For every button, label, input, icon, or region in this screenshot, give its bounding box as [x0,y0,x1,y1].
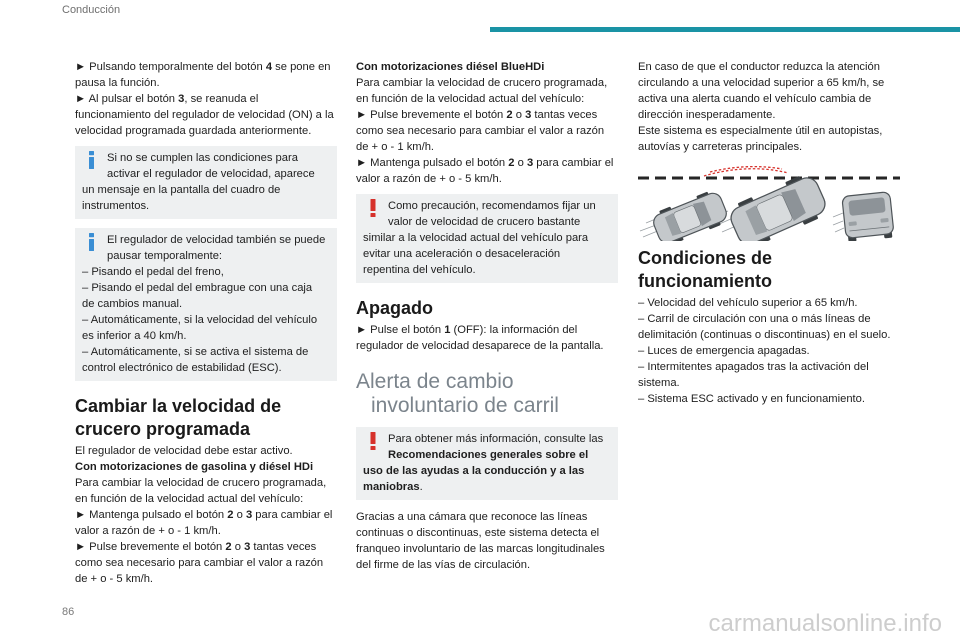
column-2 [356,59,618,573]
text-run: En caso de que el conductor reduzca la atención [638,61,880,73]
text-run: continuas o discontinuas, este sistema detecta el [356,527,600,539]
text-line [356,139,618,155]
text-line [638,139,900,155]
warning-icon [369,432,377,450]
text-run: ► Pulse el botón [356,324,445,336]
text-run: – Automáticamente, si se activa el sistema de [82,346,309,358]
text-run: en función de la velocidad actual del vehículo: [75,493,304,505]
text-run: dirección inesperadamente. [638,109,776,121]
text-line [82,280,330,296]
text-line [75,523,337,539]
text-run: autovías y carreteras principales. [638,141,803,153]
text-line [75,91,337,107]
text-run: es inferior a 40 km/h. [82,330,187,342]
text-run: (OFF): la información del [450,324,578,336]
text-line [638,375,900,391]
text-run: , se reanuda el [184,93,259,105]
text-line [356,107,618,123]
text-line [82,328,330,344]
text-run: valor a razón de + o - 5 km/h. [356,173,502,185]
text-run: Para cambiar la velocidad de crucero programada, [75,477,327,489]
text-line [82,232,330,248]
watermark: carmanualsonline.info [708,610,942,637]
text-run: pausar temporalmente: [107,250,223,262]
text-run: El regulador de velocidad debe estar activo. [75,445,293,457]
bold-text: 3 [244,541,251,553]
page-number: 86 [62,606,75,618]
bold-text: 2 [508,157,515,169]
paragraph [75,475,337,507]
text-line [82,264,330,280]
text-run: ► Pulsando temporalmente del botón [75,61,266,73]
text-run: de cambios manual. [82,298,183,310]
text-run: . [419,481,423,493]
text-line [638,327,900,343]
text-line [638,123,900,139]
text-run: en función de la velocidad actual del vehículo: [356,93,585,105]
text-run: – Pisando el pedal del freno, [82,266,224,278]
text-run: – Luces de emergencia apagadas. [638,345,810,357]
text-run: como sea necesario para cambiar el valor a razón [75,557,324,569]
text-run: Si no se cumplen las condiciones para [107,152,298,164]
paragraph [638,359,900,391]
bold-text: Recomendaciones generales sobre el [388,449,589,461]
text-run: pausa la función. [75,77,160,89]
warning-note [356,427,618,500]
section-heading [75,395,337,441]
bold-text: Con motorizaciones diésel BlueHDi [356,61,545,73]
text-line [75,571,337,587]
text-line [75,59,337,75]
text-line [363,198,611,214]
lane-departure-illustration [638,165,900,241]
text-run: para cambiar el [252,509,333,521]
text-line [75,75,337,91]
text-run: circulando a una velocidad superior a 65 km/h, se [638,77,885,89]
text-line [638,107,900,123]
heading-line: crucero programada [75,419,251,439]
text-line [356,75,618,91]
paragraph [638,311,900,343]
text-line [356,171,618,187]
text-run: un mensaje en la pantalla del cuadro de [82,184,281,196]
text-run: del firme de las vías de circulación. [356,559,531,571]
paragraph [356,509,618,573]
text-run: ► Pulse brevemente el botón [75,541,226,553]
text-line [356,557,618,573]
bold-text: maniobras [363,481,420,493]
lane-departure-figure [638,165,900,241]
text-run: instrumentos. [82,200,150,212]
text-line [638,59,900,75]
text-line [363,246,611,262]
text-line [638,75,900,91]
info-icon [88,233,96,251]
car-middle [726,171,831,241]
text-run: sistema. [638,377,680,389]
bold-text: 3 [245,509,253,521]
text-run: Como precaución, recomendamos fijar un [388,200,596,212]
text-run: delimitación (continuas o discontinuas) en el suelo. [638,329,891,341]
text-run: ► Mantenga pulsado el botón [356,157,509,169]
text-line [638,91,900,107]
text-line [638,295,900,311]
alert-waves [704,167,788,176]
bold-text: 3 [525,109,532,121]
paragraph [356,322,618,354]
text-line [363,463,611,479]
bold-text: 2 [227,509,234,521]
text-line [82,296,330,312]
paragraph [638,391,900,407]
column-3 [638,59,900,407]
text-line [75,107,337,123]
text-line [75,475,337,491]
text-run: franqueo involuntario de las marcas longitudinales [356,543,605,555]
text-line [356,322,618,338]
text-line [363,230,611,246]
paragraph [75,507,337,539]
text-run: – Carril de circulación con una o más líneas de [638,313,871,325]
car-left [650,188,730,241]
info-note [75,146,337,219]
heading-line: Alerta de cambio [356,370,514,393]
paragraph [356,59,618,75]
text-run: ► Al pulsar el botón [75,93,179,105]
text-run: similar a la velocidad actual del vehículo para [363,232,589,244]
text-run: o [514,157,527,169]
text-run: – Automáticamente, si la velocidad del vehículo [82,314,318,326]
heading-line: funcionamiento [638,271,772,291]
text-line [363,214,611,230]
bold-text: 3 [526,157,534,169]
text-run: ► Pulse brevemente el botón [356,109,507,121]
heading-line: Condiciones de [638,248,773,268]
text-run: funcionamiento del regulador de velocidad (ON) a la [75,109,334,121]
text-line [356,91,618,107]
text-run: o [231,541,245,553]
text-line [356,525,618,541]
paragraph [356,107,618,155]
chapter-heading [356,370,618,418]
bold-text: 2 [506,109,513,121]
text-run: activa una alerta cuando el vehículo cambia de [638,93,872,105]
text-line [356,155,618,171]
text-line [75,507,337,523]
paragraph [75,539,337,587]
text-line [356,338,618,354]
bold-text: uso de las ayudas a la conducción y a las [363,465,585,477]
text-run: – Pisando el pedal del embrague con una caja [82,282,313,294]
heading-line: involuntario de carril [371,394,559,417]
bold-text: 3 [178,93,185,105]
heading-line: Apagado [356,298,434,318]
bold-text: 4 [265,61,273,73]
text-line [638,359,900,375]
text-line [75,555,337,571]
paragraph [75,459,337,475]
paragraph [75,91,337,139]
text-line [638,391,900,407]
text-line [356,509,618,525]
text-run: Este sistema es especialmente útil en autopistas, [638,125,883,137]
text-run: o [512,109,526,121]
text-run: de + o - 5 km/h. [75,573,154,585]
text-run: – Intermitentes apagados tras la activación del [638,361,869,373]
paragraph [356,155,618,187]
section-heading [638,247,900,293]
text-run: velocidad programada guardada anteriormente. [75,125,312,137]
text-run: de + o - 1 km/h. [356,141,435,153]
text-run: evitar una aceleración o desaceleración [363,248,561,260]
info-note [75,228,337,381]
text-run: Para obtener más información, consulte las [388,433,604,445]
text-line [638,311,900,327]
text-line [82,182,330,198]
text-line [356,541,618,557]
text-run: control electrónico de estabilidad (ESC). [82,362,282,374]
paragraph [75,59,337,91]
text-run: tantas veces [531,109,598,121]
text-line [82,166,330,182]
text-line [82,312,330,328]
text-run: se pone en [272,61,331,73]
info-icon [88,151,96,169]
text-run: ► Mantenga pulsado el botón [75,509,228,521]
text-run: repentina del vehículo. [363,264,476,276]
running-header: Conducción [62,4,121,16]
section-heading [356,297,618,320]
text-line [82,344,330,360]
paragraph [638,343,900,359]
paragraph [638,123,900,155]
text-line [356,123,618,139]
text-line [363,479,611,495]
text-line [75,459,337,475]
text-line [82,198,330,214]
text-line [82,150,330,166]
warning-icon [369,199,377,217]
text-line [75,539,337,555]
text-line [356,59,618,75]
text-run: Gracias a una cámara que reconoce las líneas [356,511,588,523]
heading-line: Cambiar la velocidad de [75,396,282,416]
text-run: – Velocidad del vehículo superior a 65 km/h. [638,297,858,309]
paragraph [75,443,337,459]
warning-note [356,194,618,283]
paragraph [356,75,618,107]
text-run: valor de velocidad de crucero bastante [388,216,581,228]
paragraph [638,59,900,123]
column-1 [75,59,337,587]
bold-text: 2 [225,541,232,553]
text-run: – Sistema ESC activado y en funcionamiento. [638,393,865,405]
section-color-bar [490,27,960,32]
car-right [842,192,895,241]
text-run: como sea necesario para cambiar el valor a razón [356,125,605,137]
text-run: o [233,509,246,521]
text-run: para cambiar el [533,157,614,169]
text-line [363,262,611,278]
text-run: Para cambiar la velocidad de crucero programada, [356,77,608,89]
text-line [363,447,611,463]
text-run: activar el regulador de velocidad, aparece [107,168,315,180]
text-line [638,343,900,359]
text-line [363,431,611,447]
bold-text: 1 [444,324,451,336]
text-run: valor a razón de + o - 1 km/h. [75,525,221,537]
text-line [82,360,330,376]
bold-text: Con motorizaciones de gasolina y diésel HDi [75,461,314,473]
text-run: regulador de velocidad desaparece de la pantalla. [356,340,604,352]
text-line [75,491,337,507]
text-run: tantas veces [250,541,317,553]
text-line [75,123,337,139]
text-line [75,443,337,459]
text-line [82,248,330,264]
text-run: El regulador de velocidad también se puede [107,234,326,246]
paragraph [638,295,900,311]
